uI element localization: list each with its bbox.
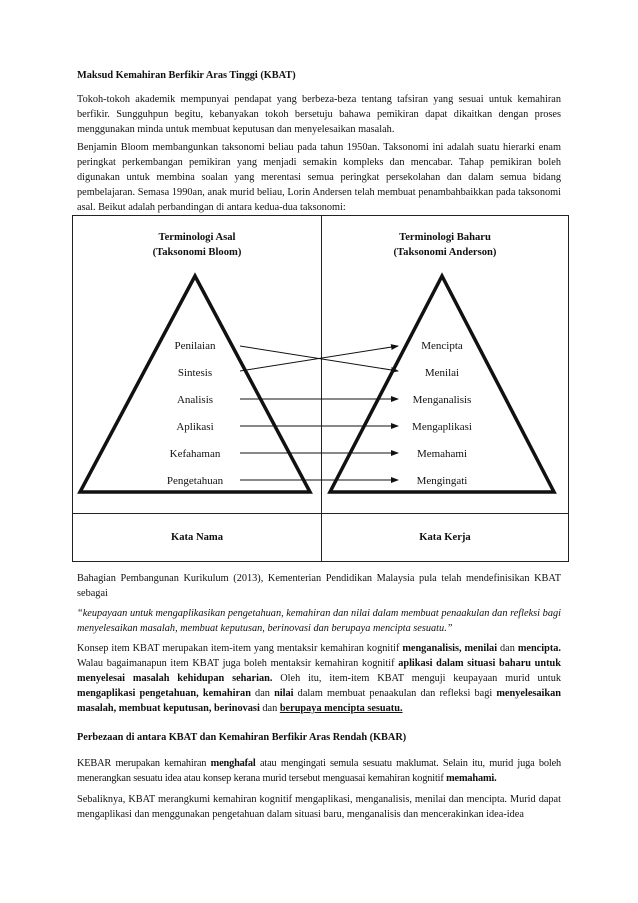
emphasis-span: berupaya mencipta sesuatu. — [279, 703, 403, 714]
emphasis-span: nilai — [274, 688, 294, 699]
emphasis-span: memahami. — [446, 773, 497, 784]
text-span: Oleh itu, item-item KBAT menguji keupayaan murid untuk — [272, 673, 562, 684]
anderson-level-label: Mengaplikasi — [412, 421, 472, 433]
text-span: dan — [497, 643, 518, 654]
kbat-definition-quote: “keupayaan untuk mengaplikasikan pengetahuan, kemahiran dan nilai dalam membuat penaakulan dan refleksi bagi menyelesaikan masalah, membuat keputusan, berinovasi dan berupaya mencipta sesuatu.” — [77, 608, 561, 634]
left-header-line1: Terminologi Asal — [158, 232, 236, 243]
emphasis-span: mengaplikasi pengetahuan, kemahiran — [77, 688, 251, 699]
text-span: Konsep item KBAT merupakan item-item yang mentaksir kemahiran kognitif — [77, 643, 403, 654]
paragraph-bloom: Benjamin Bloom membangunkan taksonomi beliau pada tahun 1950an. Taksonomi ini adalah suatu hierarki enam peringkat perkembangan pemikiran yang menjadi semakin kompleks dan mencabar. Tahap pemikiran boleh digunakan untuk membina soalan yang merentasi semua peringkat persekolahan dan dalam semua bidang pembelajaran. Semasa 1990an, anak murid beliau, Lorin Andersen telah membuat penambahbaikkan pada taksonomi asal. Beikut adalah perbandingan di antara kedua-dua taksonomi: — [77, 142, 561, 213]
paragraph-intro: Tokoh-tokoh akademik mempunyai pendapat yang berbeza-beza tentang tafsiran yang sesuai untuk kemahiran berfikir. Sungguhpun begitu, kebanyakan tokoh bersetuju bahawa pemikiran dapat dikaitkan dengan proses menggunakan minda untuk membuat keputusan dan menyelesaikan masalah. — [77, 94, 561, 135]
bloom-level-label: Kefahaman — [169, 448, 221, 460]
document-title: Maksud Kemahiran Berfikir Aras Tinggi (KBAT) — [77, 70, 296, 81]
left-footer-label: Kata Nama — [170, 532, 224, 543]
left-column-header — [73, 216, 321, 260]
anderson-level-label: Mengingati — [416, 475, 468, 487]
text-span: atau mengingati semula sesuatu maklumat. Selain itu, murid juga boleh menerangkan sesuatu idea atau konsep kerana murid tersebut menguasai kemahiran kognitif — [77, 758, 561, 784]
right-column-header — [322, 216, 568, 260]
bloom-level-label: Sintesis — [177, 367, 213, 379]
emphasis-span: aplikasi dalam situasi baharu untuk menyelesai masalah kehidupan seharian. — [77, 658, 561, 684]
paragraph-kbar — [77, 756, 561, 786]
right-header-line1: Terminologi Baharu — [399, 232, 491, 243]
text-span: KEBAR merupakan kemahiran — [77, 758, 211, 769]
text-span: dan — [259, 703, 280, 714]
anderson-level-label: Menilai — [424, 367, 460, 379]
anderson-level-label: Menganalisis — [412, 394, 472, 406]
paragraph-kbat-concept — [77, 641, 561, 716]
section-heading-kbat-vs-kbar: Perbezaan di antara KBAT dan Kemahiran Berfikir Aras Rendah (KBAR) — [77, 732, 407, 743]
emphasis-span: menyelesaikan masalah, membuat keputusan, berinovasi — [77, 688, 562, 714]
taxonomy-diagram — [72, 270, 569, 510]
emphasis-span: menganalisis, menilai — [402, 643, 498, 654]
right-footer-label: Kata Kerja — [419, 532, 471, 543]
right-footer-cell — [322, 514, 569, 562]
anderson-level-label: Mencipta — [421, 340, 463, 352]
text-span: Walau bagaimanapun item KBAT juga boleh mentaksir kemahiran kognitif — [77, 658, 399, 669]
bloom-level-label: Analisis — [176, 394, 214, 406]
paragraph-kbat-scope: Sebaliknya, KBAT merangkumi kemahiran kognitif mengaplikasi, menganalisis, menilai dan mencipta. Murid dapat mengaplikasi dan menggunakan pengetahuan dalam situasi baru, menganalisis dan mencerakinkan idea-idea — [77, 794, 561, 820]
mapping-arrows — [240, 346, 398, 480]
emphasis-span: mencipta. — [517, 643, 561, 654]
right-header-line2: (Taksonomi Anderson) — [393, 247, 497, 258]
text-span: dan — [250, 688, 275, 699]
emphasis-span: menghafal — [210, 758, 256, 769]
anderson-levels — [412, 340, 472, 487]
anderson-level-label: Memahami — [416, 448, 468, 460]
paragraph-kpm-definition: Bahagian Pembangunan Kurikulum (2013), Kementerian Pendidikan Malaysia pula telah mendefinisikan KBAT sebagai — [77, 573, 561, 599]
bloom-level-label: Penilaian — [174, 340, 216, 352]
bloom-level-label: Aplikasi — [176, 421, 214, 433]
left-header-line2: (Taksonomi Bloom) — [152, 247, 242, 258]
bloom-level-label: Pengetahuan — [166, 475, 224, 487]
left-footer-cell — [73, 514, 322, 562]
bloom-levels — [167, 340, 224, 487]
text-span: dalam membuat penaakulan dan refleksi bagi — [293, 688, 497, 699]
